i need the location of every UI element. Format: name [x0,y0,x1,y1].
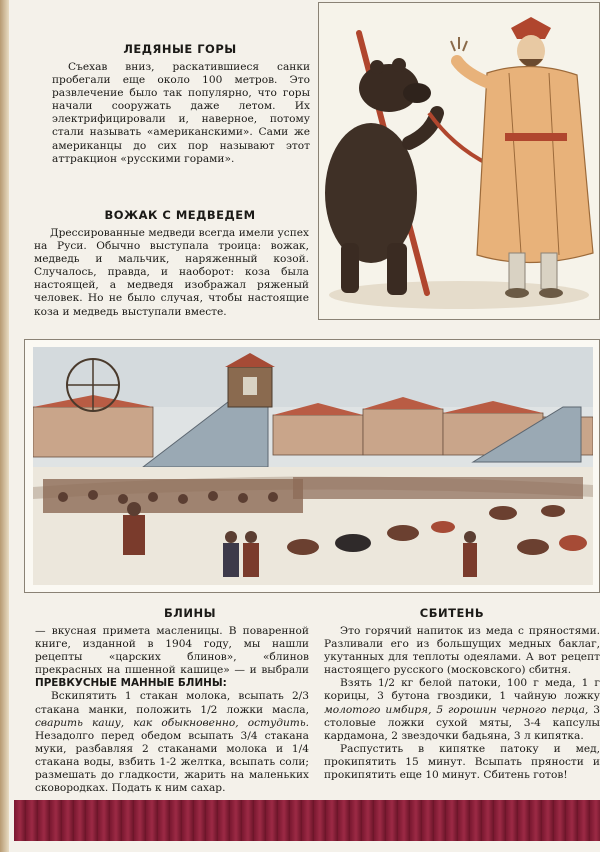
bliny-text [35,625,309,795]
bear-leader-heading: ВОЖАК С МЕДВЕДЕМ [104,208,256,222]
ice-hills-text: Съехав вниз, раскатившиеся санки пробегали еще около 100 метров. Это развлечение было так популярно, что горы начали сооружать даже летом. Их электрифицировали и, наверное, потому стали называть «американскими». Сами же американцы до сих пор называют этот аттракцион «русскими горами». [52,61,310,165]
bear-leader-drawing [319,3,599,319]
bear-leader-text: Дрессированные медведи всегда имели успех на Руси. Обычно выступала троица: вожак, медведь и мальчик, наряженный козой. Случалось, правда, и наоборот: коза была настоящей, а медведя изображал ряженый человек. Но не было случая, чтобы настоящие коза и медведь выступали вместе. [34,227,309,318]
sbiten-heading: СБИТЕНЬ [419,606,485,620]
bliny-intro: — вкусная примета масленицы. В поваренной книге, изданной в 1904 году, мы нашли рецепты «царских блинов», «блинов прекрасных на пшенной кашице» — и выбрали ПРЕВКУСНЫЕ МАННЫЕ БЛИНЫ: [35,625,309,690]
bliny-recipe: Вскипятить 1 стакан молока, всыпать 2/3 стакана манки, положить 1/2 ложки масла, сварить кашу, как обыкновенно, остудить. Незадолго перед обедом всыпать 3/4 стакана муки, разбавляя 2 стаканами молока и 1/4 стакана воды, взбить 1-2 желтка, всыпать соли; размешать до гладкости, жарить на маленьких сковородках. Подать к ним сахар. [35,690,309,795]
sbiten-intro: Это горячий напиток из меда с пряностями. Разливали его из большущих медных баклаг, укутанных для теплоты одеялами. А вот рецепт настоящего русского (московского) сбитня. [324,625,600,677]
sbiten-recipe: Взять 1/2 кг белой патоки, 100 г меда, 1 г корицы, 3 бутона гвоздики, 1 чайную ложку молотого имбиря, 5 горошин черного перца, 3 столовые ложки сухой мяты, 3-4 капсулы кардамона, 2 звездочки бадьяна, 3 л кипятка. [324,677,600,742]
sbiten-text [324,625,600,782]
sbiten-instructions: Распустить в кипятке патоку и мед, прокипятить 15 минут. Всыпать пряности и прокипятить еще 10 минут. Сбитень готов! [324,742,600,782]
page-spine-shadow [0,0,9,852]
decorative-bottom-band [14,800,600,841]
bliny-heading: БЛИНЫ [164,606,216,620]
fair-illustration-frame [24,339,600,593]
ice-hills-heading: ЛЕДЯНЫЕ ГОРЫ [123,42,237,56]
fair-ice-hills-drawing [33,347,593,585]
bear-leader-illustration [318,2,600,320]
